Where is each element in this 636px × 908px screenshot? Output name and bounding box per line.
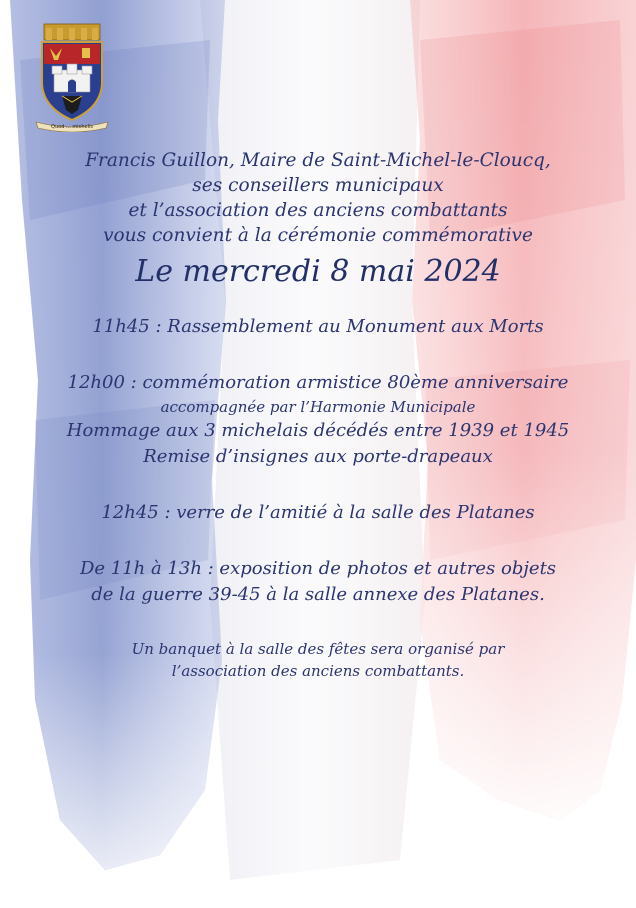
program-item-commemoration: 12h00 : commémoration armistice 80ème anniversaire (67, 372, 569, 393)
program-item-insignes: Remise d’insignes aux porte-drapeaux (143, 446, 493, 467)
spacer (20, 292, 616, 314)
header-line-2: ses conseillers municipaux (192, 175, 444, 196)
program-item-harmonie: accompagnée par l’Harmonie Municipale (160, 398, 476, 416)
footer-banquet-line-2: l’association des anciens combattants. (171, 662, 465, 680)
event-date: Le mercredi 8 mai 2024 (135, 254, 501, 289)
spacer (20, 340, 616, 370)
program-item-exposition-2: de la guerre 39-45 à la salle annexe des Platanes. (91, 584, 545, 605)
spacer (20, 526, 616, 556)
header-line-1: Francis Guillon, Maire de Saint-Michel-le-Cloucq, (85, 150, 551, 171)
municipal-coat-of-arms-icon (32, 22, 112, 132)
program-item-hommage: Hommage aux 3 michelais décédés entre 1939 et 1945 (66, 420, 570, 441)
program-item-verre-amitie: 12h45 : verre de l’amitié à la salle des Platanes (101, 502, 535, 523)
program-item-rassemblement: 11h45 : Rassemblement au Monument aux Morts (92, 316, 544, 337)
spacer (20, 608, 616, 638)
program-item-exposition-1: De 11h à 13h : exposition de photos et autres objets (79, 558, 557, 579)
header-line-4: vous convient à la cérémonie commémorative (103, 225, 533, 246)
spacer (20, 470, 616, 500)
footer-banquet-line-1: Un banquet à la salle des fêtes sera organisé par (131, 640, 505, 658)
invitation-text (20, 148, 616, 682)
header-line-3: et l’association des anciens combattants (128, 200, 508, 221)
crest-motto: Quod ... michelis (51, 124, 93, 130)
